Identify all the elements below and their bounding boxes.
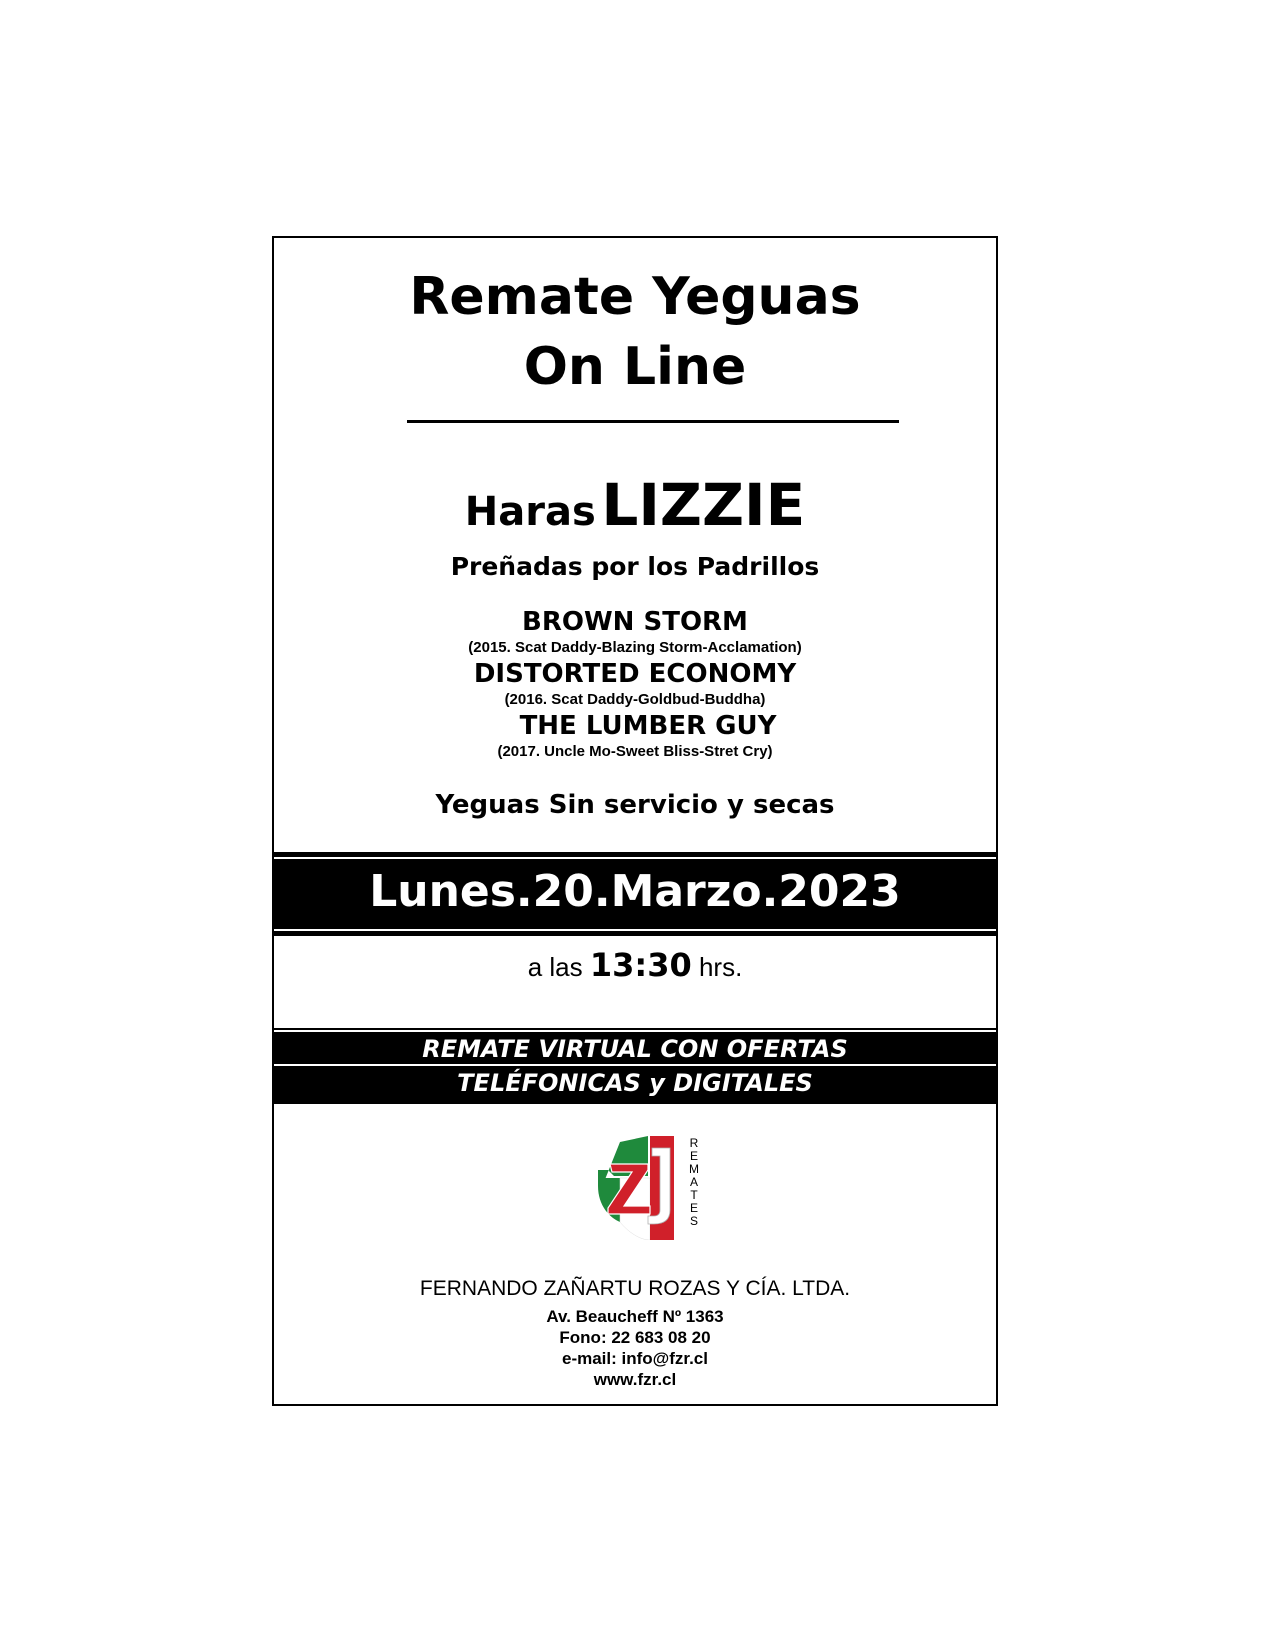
stallion-pedigree-2: (2016. Scat Daddy-Goldbud-Buddha) [504, 691, 766, 708]
company-website[interactable]: www.fzr.cl [593, 1370, 677, 1389]
svg-text:A: A [689, 1175, 699, 1189]
haras-prefix: Haras [464, 489, 596, 535]
company-address: Av. Beaucheff Nº 1363 [546, 1307, 724, 1326]
haras-heading [274, 470, 996, 555]
stallion-name-3: THE LUMBER GUY [519, 711, 777, 741]
stallion-pedigree-3: (2017. Uncle Mo-Sweet Bliss-Stret Cry) [497, 743, 773, 760]
date-banner [274, 852, 996, 936]
stallion-pedigree-1: (2015. Scat Daddy-Blazing Storm-Acclamation) [468, 639, 802, 656]
title-divider [407, 420, 899, 423]
company-email[interactable]: e-mail: info@fzr.cl [562, 1349, 708, 1368]
haras-name: LIZZIE [601, 471, 806, 539]
date-banner-stripe-top [274, 857, 996, 859]
svg-text:R: R [689, 1136, 699, 1150]
virtual-line-2: TELÉFONICAS y DIGITALES [457, 1069, 813, 1097]
time-prefix: a las [527, 952, 583, 982]
auction-date: Lunes.20.Marzo.2023 [369, 866, 901, 917]
svg-text:E: E [689, 1149, 699, 1163]
time-suffix: hrs. [698, 952, 743, 982]
title-line-2: On Line [523, 337, 747, 397]
auction-time [274, 942, 996, 990]
logo-remates-word [689, 1136, 699, 1228]
other-mares: Yeguas Sin servicio y secas [435, 790, 835, 820]
virtual-line-1: REMATE VIRTUAL CON OFERTAS [422, 1035, 848, 1063]
zj-remates-logo-icon [590, 1136, 706, 1240]
stallions-subtitle: Preñadas por los Padrillos [450, 552, 820, 581]
flyer [272, 236, 998, 1406]
stallion-name-1: BROWN STORM [522, 607, 748, 637]
svg-text:T: T [690, 1188, 698, 1202]
title-line-1: Remate Yeguas [409, 267, 861, 327]
time-hour: 13:30 [589, 946, 692, 984]
svg-text:S: S [689, 1214, 699, 1228]
date-banner-stripe-bottom [274, 929, 996, 931]
virtual-auction-banner [274, 1028, 996, 1104]
company-phone: Fono: 22 683 08 20 [559, 1328, 711, 1347]
svg-text:E: E [689, 1201, 699, 1215]
stallion-name-2: DISTORTED ECONOMY [473, 659, 797, 689]
company-name: FERNANDO ZAÑARTU ROZAS Y CÍA. LTDA. [419, 1277, 851, 1300]
svg-text:M: M [689, 1162, 699, 1176]
flyer-title [274, 262, 996, 402]
